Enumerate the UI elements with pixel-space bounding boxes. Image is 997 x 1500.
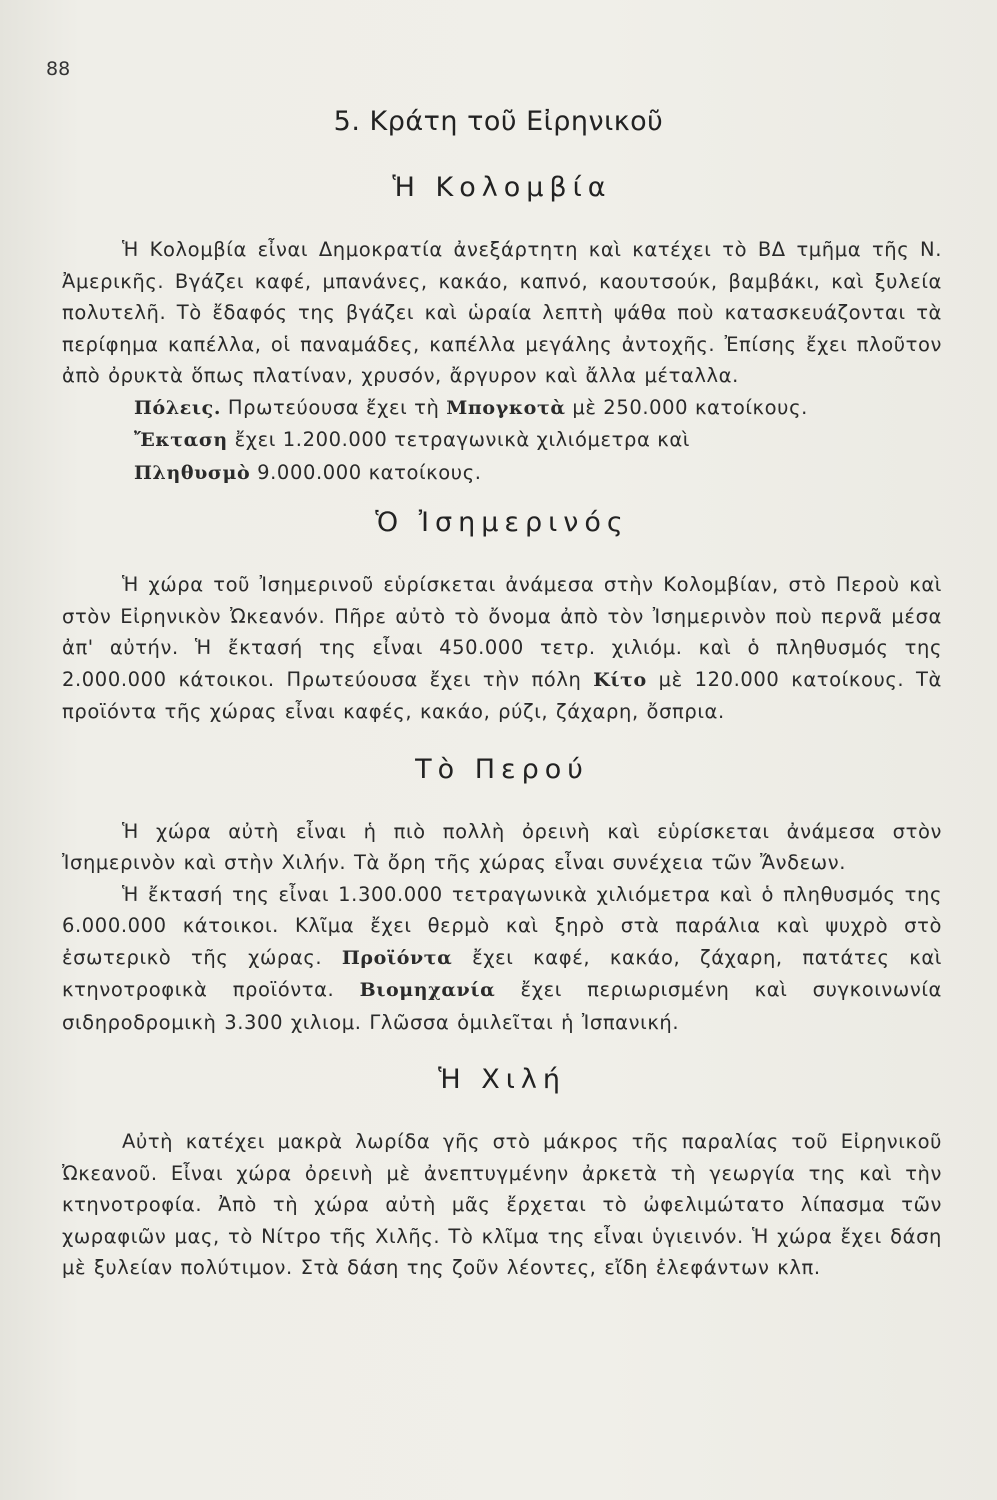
- colombia-cities-line: [62, 392, 942, 425]
- cities-text-a: Πρωτεύουσα ἔχει τὴ: [221, 395, 447, 419]
- section-heading-ecuador: Ὁ Ἰσημερινός: [375, 507, 629, 538]
- ecuador-text-b: μὲ 120.000 κατοίκους. Τὰ προϊόντα τῆς χώρας εἶναι καφές, κακάο, ρύζι, ζάχαρη, ὄσπρια.: [62, 667, 943, 723]
- colombia-area-line: [62, 424, 942, 457]
- ecuador-text-a: Ἡ χώρα τοῦ Ἰσημερινοῦ εὑρίσκεται ἀνάμεσα στὴν Κολομβίαν, στὸ Περοὺ καὶ στὸν Εἰρηνικὸν Ὠκεανόν. Πῆρε αὐτὸ τὸ ὄνομα ἀπὸ τὸν Ἰσημερινὸν ποὺ περνᾶ μέσα ἀπ' αὐτήν. Ἡ ἔκτασή της εἶναι 450.000 τετρ. χιλιόμ. καὶ ὁ πληθυσμός της 2.000.000 κάτοικοι. Πρωτεύουσα ἔχει τὴν πόλη: [62, 573, 942, 691]
- population-text: 9.000.000 κατοίκους.: [250, 460, 482, 484]
- colombia-population-line: [62, 457, 942, 490]
- peru-text-b: ἔχει καφέ, κακάο, ζάχαρη, πατάτες καὶ κτηνοτροφικὰ προϊόντα.: [62, 945, 943, 1001]
- area-text: ἔχει 1.200.000 τετραγωνικὰ χιλιόμετρα καὶ: [227, 428, 690, 451]
- page-number: 88: [46, 58, 71, 80]
- paragraph-ecuador: [62, 569, 942, 728]
- capital-quito: Κίτο: [593, 668, 647, 691]
- peru-text-a: Ἡ ἔκτασή της εἶναι 1.300.000 τετραγωνικὰ χιλιόμετρα καὶ ὁ πληθυσμός της 6.000.000 κάτοικοι. Κλῖμα ἔχει θερμὸ καὶ ξηρὸ στὰ παράλια καὶ ψυχρὸ στὸ ἐσωτερικὸ τῆς χώρας.: [62, 882, 942, 969]
- spacer: [62, 728, 942, 750]
- population-label: Πληθυσμὸ: [134, 461, 251, 484]
- paragraph-peru-2: [62, 879, 942, 1039]
- peru-text-c: ἔχει περιωρισμένη καὶ συγκοινωνία σιδηροδρομικὴ 3.300 χιλιομ. Γλῶσσα ὁμιλεῖται ἡ Ἰσπανική.: [62, 978, 942, 1034]
- cities-text-b: μὲ 250.000 κατοίκους.: [565, 395, 808, 419]
- spacer: [62, 1038, 942, 1060]
- chapter-title: 5. Κράτη τοῦ Εἰρηνικοῦ: [333, 106, 664, 137]
- page-content: [62, 168, 942, 1284]
- section-heading-chile: Ἡ Χιλή: [438, 1064, 566, 1095]
- paragraph-colombia: Ἡ Κολομβία εἶναι Δημοκρατία ἀνεξάρτητη καὶ κατέχει τὸ ΒΔ τμῆμα τῆς Ν. Ἀμερικῆς. Βγάζει καφέ, μπανάνες, κακάο, καπνό, καουτσούκ, βαμβάκι, καὶ ξυλεία πολυτελῆ. Τὸ ἔδαφός της βγάζει καὶ ὡραία λεπτὴ ψάθα ποὺ κατασκευάζονται τὰ περίφημα καπέλλα, οἱ παναμάδες, καπέλλα μεγάλης ἀντοχῆς. Ἐπίσης ἔχει πλοῦτον ἀπὸ ὀρυκτὰ ὅπως πλατίναν, χρυσόν, ἄργυρον καὶ ἄλλα μέταλλα.: [62, 238, 942, 387]
- cities-label: Πόλεις.: [134, 396, 222, 419]
- area-label: Ἔκταση: [134, 429, 228, 451]
- paragraph-chile: Αὐτὴ κατέχει μακρὰ λωρίδα γῆς στὸ μάκρος τῆς παραλίας τοῦ Εἰρηνικοῦ Ὠκεανοῦ. Εἶναι χώρα ὀρεινὴ μὲ ἀνεπτυγμένην ἀρκετὰ τὴ γεωργία της καὶ τὴν κτηνοτροφία. Ἀπὸ τὴ χώρα αὐτὴ μᾶς ἔρχεται τὸ ὠφελιμώτατο λίπασμα τῶν χωραφιῶν μας, τὸ Νίτρο τῆς Χιλῆς. Τὸ κλῖμα της εἶναι ὑγιεινόν. Ἡ χώρα ἔχει δάση μὲ ξυλείαν πολύτιμον. Στὰ δάση της ζοῦν λέοντες, εἴδη ἐλεφάντων κλπ.: [62, 1130, 942, 1279]
- industry-label: Βιομηχανία: [359, 979, 496, 1001]
- spacer: [62, 489, 942, 503]
- products-label: Προϊόντα: [341, 946, 453, 969]
- paragraph-peru-1: Ἡ χώρα αὐτὴ εἶναι ἡ πιὸ πολλὴ ὀρεινὴ καὶ εὑρίσκεται ἀνάμεσα στὸν Ἰσημερινὸν καὶ στὴν Χιλήν. Τὰ ὄρη τῆς χώρας εἶναι συνέχεια τῶν Ἄνδεων.: [62, 819, 942, 874]
- capital-bogota: Μπογκοτὰ: [446, 396, 566, 419]
- section-heading-colombia: Ἡ Κολομβία: [392, 172, 612, 203]
- section-heading-peru: Τὸ Περού: [415, 753, 589, 785]
